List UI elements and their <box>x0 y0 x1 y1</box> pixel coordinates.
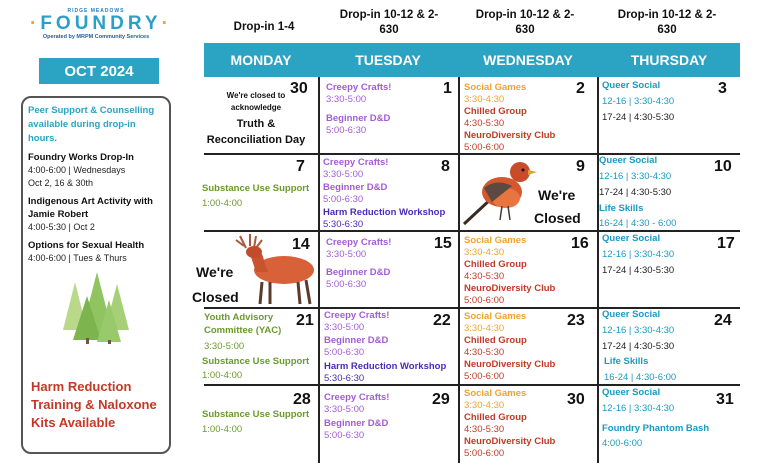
day-header-bar <box>204 43 740 77</box>
day-number: 7 <box>296 158 305 175</box>
event-time: 5:00-6:00 <box>464 371 505 382</box>
day-number: 28 <box>293 391 311 408</box>
event-time: 3:30-4:30 <box>464 247 505 258</box>
event-time: 3:30-4:30 <box>464 94 505 105</box>
event-name: Substance Use Support <box>202 409 310 420</box>
event-name: Creepy Crafts! <box>326 82 392 93</box>
day-number: 8 <box>441 158 450 175</box>
event-time: 4:30-5:30 <box>464 118 505 129</box>
day-monday: MONDAY <box>230 52 292 68</box>
closed-label-closed: Closed <box>534 210 581 226</box>
event-time: 5:00-6:30 <box>323 194 364 205</box>
grid-line <box>597 77 599 463</box>
dropin-tuesday: Drop-in 10-12 & 2-630 <box>339 9 439 36</box>
event-time: 17-24 | 4:30-5:30 <box>602 265 675 276</box>
event-time: 5:30-6:30 <box>323 219 364 230</box>
closed-label-were: We're <box>538 187 576 203</box>
event-time: 1:00-4:00 <box>202 370 243 381</box>
day-number: 1 <box>443 80 452 97</box>
event-name: NeuroDiversity Club <box>464 283 556 294</box>
brand-logo <box>30 8 172 40</box>
day-number: 9 <box>576 158 585 175</box>
brand-subtitle: Operated by MRPM Community Services <box>42 34 150 40</box>
day-number: 24 <box>714 312 732 329</box>
event-time: 4:30-5:30 <box>464 271 505 282</box>
brand-name-text: FOUNDRY <box>40 13 162 34</box>
day-number: 29 <box>432 391 450 408</box>
event-time: 3:30-5:00 <box>204 341 245 352</box>
event-name: Substance Use Support <box>202 183 310 194</box>
grid-line <box>458 77 460 463</box>
event-name: Queer Social <box>602 80 661 91</box>
event-time: 4:00-6:00 <box>602 438 643 449</box>
day-number: 22 <box>433 312 451 329</box>
options-block <box>28 239 164 265</box>
event-time: 3:30-5:00 <box>326 249 367 260</box>
closure-line-1: We're closed to <box>226 91 286 100</box>
event-time: 5:00-6:30 <box>326 279 367 290</box>
event-name: Chilled Group <box>464 259 527 270</box>
event-name: Beginner D&D <box>324 335 389 346</box>
brand-name: ·FOUNDRY· <box>30 13 172 34</box>
day-number: 17 <box>717 235 735 252</box>
month-label: OCT 2024 <box>39 58 159 84</box>
brand-top-text: RIDGE MEADOWS <box>67 8 125 14</box>
day-number: 15 <box>434 235 452 252</box>
event-time: 12-16 | 3:30-4:30 <box>602 403 675 414</box>
options-time: 4:00-6:00 | Tues & Thurs <box>28 253 127 263</box>
event-name: Harm Reduction Workshop <box>324 361 447 372</box>
event-time: 3:30-5:00 <box>323 169 364 180</box>
elk-icon <box>228 232 318 306</box>
event-time: 5:30-6:30 <box>324 373 365 384</box>
event-name: Creepy Crafts! <box>324 392 390 403</box>
foundry-works-time: 4:00-6:00 | Wednesdays <box>28 165 126 175</box>
indigenous-block <box>28 195 164 234</box>
event-time: 4:30-5:30 <box>464 424 505 435</box>
event-name: Queer Social <box>599 155 658 166</box>
day-number: 10 <box>714 158 732 175</box>
event-name: Life Skills <box>599 203 644 214</box>
event-name: Youth Advisory <box>204 312 274 323</box>
day-number: 31 <box>716 391 734 408</box>
event-time: 4:30-5:30 <box>464 347 505 358</box>
closure-note <box>206 90 306 146</box>
event-name: NeuroDiversity Club <box>464 359 556 370</box>
event-time: 5:00-6:30 <box>324 347 365 358</box>
event-time: 5:00-6:30 <box>326 125 367 136</box>
event-name: Creepy Crafts! <box>324 310 390 321</box>
event-name: Queer Social <box>602 309 661 320</box>
event-name: Beginner D&D <box>326 113 391 124</box>
day-number: 2 <box>576 80 585 97</box>
day-number: 14 <box>292 236 310 253</box>
event-time: 1:00-4:00 <box>202 424 243 435</box>
event-name: Chilled Group <box>464 106 527 117</box>
event-time: 5:00-6:00 <box>464 295 505 306</box>
dropin-thursday: Drop-in 10-12 & 2-630 <box>617 9 717 36</box>
robin-bird-icon <box>462 158 538 228</box>
event-name: NeuroDiversity Club <box>464 436 556 447</box>
event-name: NeuroDiversity Club <box>464 130 556 141</box>
day-number: 30 <box>290 80 308 97</box>
event-name: Life Skills <box>604 356 649 367</box>
event-name: Harm Reduction Workshop <box>323 207 446 218</box>
event-name: Beginner D&D <box>324 418 389 429</box>
event-time: 3:30-5:00 <box>324 322 365 333</box>
grid-line <box>204 384 740 386</box>
event-name: Committee (YAC) <box>204 325 282 336</box>
grid-line <box>318 77 320 463</box>
day-wednesday: WEDNESDAY <box>483 52 573 68</box>
event-time: 5:00-6:30 <box>324 430 365 441</box>
event-name: Social Games <box>464 235 527 246</box>
peer-support-note: Peer Support & Counselling available during drop-in hours. <box>28 105 155 144</box>
closure-line-3: Truth & <box>236 118 276 130</box>
harm-reduction-note <box>31 378 157 432</box>
event-time: 12-16 | 3:30-4:30 <box>602 325 675 336</box>
event-time: 17-24 | 4:30-5:30 <box>602 112 675 123</box>
event-name: Queer Social <box>602 387 661 398</box>
day-number: 23 <box>567 312 585 329</box>
event-time: 16-24 | 4:30 - 6:00 <box>599 218 677 229</box>
event-time: 3:30-5:00 <box>324 404 365 415</box>
foundry-works-dates: Oct 2, 16 & 30th <box>28 178 94 188</box>
day-number: 30 <box>567 391 585 408</box>
event-time: 12-16 | 3:30-4:30 <box>602 249 675 260</box>
event-name: Creepy Crafts! <box>323 157 389 168</box>
dropin-monday: Drop-in 1-4 <box>233 21 295 33</box>
day-number: 3 <box>718 80 727 97</box>
event-name: Creepy Crafts! <box>326 237 392 248</box>
day-tuesday: TUESDAY <box>355 52 421 68</box>
event-time: 3:30-4:30 <box>464 400 505 411</box>
dropin-wednesday: Drop-in 10-12 & 2-630 <box>475 9 575 36</box>
event-time: 1:00-4:00 <box>202 198 243 209</box>
harm-line-3: Kits Available <box>31 415 116 430</box>
closure-line-2: acknowledge <box>230 103 282 112</box>
event-time: 3:30-5:00 <box>326 94 367 105</box>
options-title: Options for Sexual Health <box>28 240 145 251</box>
event-name: Beginner D&D <box>326 267 391 278</box>
foundry-works-block <box>28 151 164 190</box>
event-name: Social Games <box>464 388 527 399</box>
day-number: 21 <box>296 312 314 329</box>
event-time: 12-16 | 3:30-4:30 <box>602 96 675 107</box>
event-name: Social Games <box>464 82 527 93</box>
day-number: 16 <box>571 235 589 252</box>
indigenous-title: Indigenous Art Activity with Jamie Robert <box>28 196 153 220</box>
event-time: 17-24 | 4:30-5:30 <box>599 187 672 198</box>
event-time: 17-24 | 4:30-5:30 <box>602 341 675 352</box>
event-name: Chilled Group <box>464 335 527 346</box>
event-time: 3:30-4:30 <box>464 323 505 334</box>
event-name: Substance Use Support <box>202 356 310 367</box>
closed-label-closed: Closed <box>192 289 239 305</box>
event-name: Chilled Group <box>464 412 527 423</box>
closure-line-4: Reconciliation Day <box>206 134 306 146</box>
event-time: 5:00-6:00 <box>464 448 505 459</box>
event-time: 12-16 | 3:30-4:30 <box>599 171 672 182</box>
event-name: Foundry Phantom Bash <box>602 423 710 434</box>
tree-icon <box>61 270 131 344</box>
info-panel <box>21 96 171 454</box>
closed-label-were: We're <box>196 264 234 280</box>
event-time: 16-24 | 4:30-6:00 <box>604 372 677 383</box>
foundry-works-title: Foundry Works Drop-In <box>28 152 134 163</box>
event-name: Queer Social <box>602 233 661 244</box>
event-name: Beginner D&D <box>323 182 388 193</box>
harm-line-1: Harm Reduction <box>31 379 132 394</box>
harm-line-2: Training & Naloxone <box>31 397 157 412</box>
day-thursday: THURSDAY <box>630 52 708 68</box>
event-name: Social Games <box>464 311 527 322</box>
indigenous-time: 4:00-5:30 | Oct 2 <box>28 222 95 232</box>
event-time: 5:00-6:00 <box>464 142 505 153</box>
